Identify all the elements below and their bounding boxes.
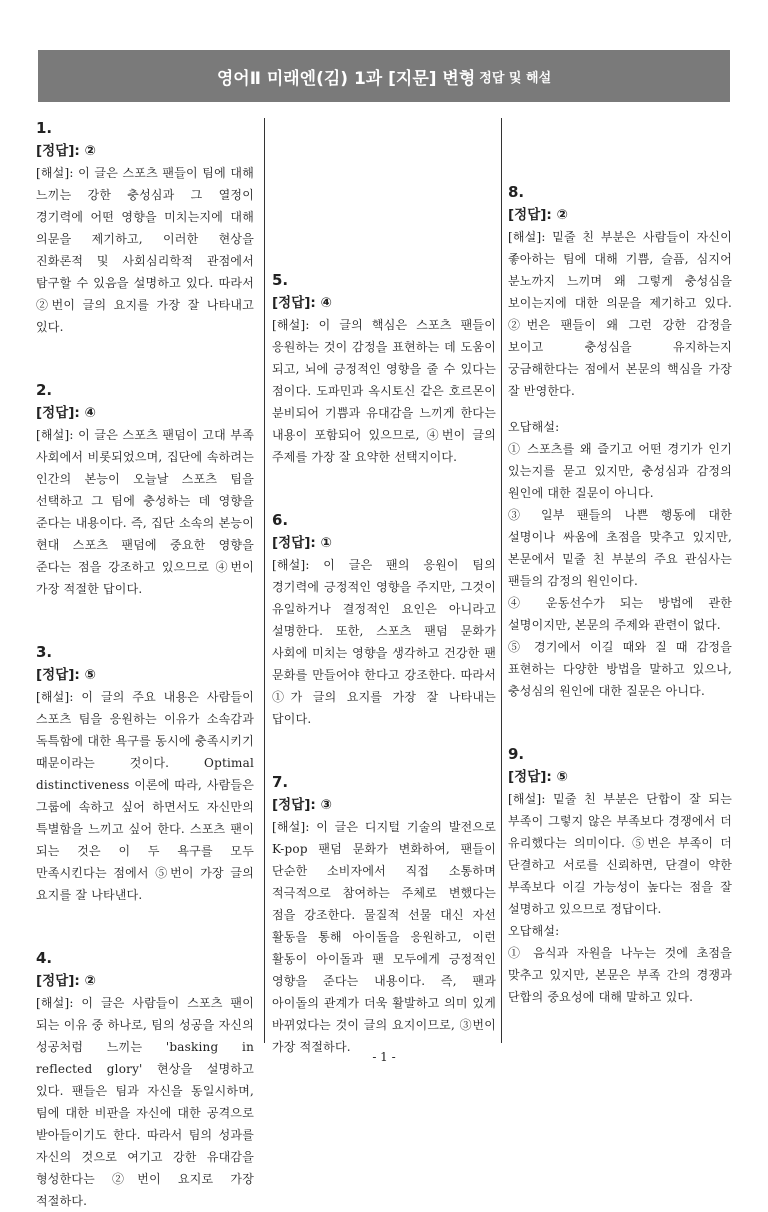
answer-label: [정답]: ⑤: [508, 769, 568, 785]
column-divider: [501, 118, 502, 1043]
answer-label: [정답]: ③: [272, 797, 332, 813]
question-number: 5.: [272, 271, 289, 289]
explanation-text: [해설]: 밑줄 친 부분은 단합이 잘 되는 부족이 그렇지 않은 부족보다 경쟁에서 더 유리했다는 의미이다. ⑤번은 부족이 더 단결하고 서로를 신뢰하면, 단결이 약한 부족보다 이길 가능성이 높다는 점을 잘 설명하고 있으므로 정답이다.: [508, 792, 732, 916]
column-divider: [264, 118, 265, 1043]
question-3: [36, 642, 254, 906]
answer-label: [정답]: ②: [36, 143, 96, 159]
explanation-text: [해설]: 이 글은 스포츠 팬들이 팀에 대해 느끼는 강한 충성심과 그 열정이 경기력에 어떤 영향을 미치는지에 대해 의문을 제기하고, 이러한 현상을 진화론적 및 사회심리학적 관점에서 탐구할 수 있음을 설명하고 있다. 따라서 ②번이 글의 요지를 가장 잘 나타내고 있다.: [36, 166, 254, 334]
column-2: [272, 118, 496, 1058]
question-number: 3.: [36, 643, 53, 661]
wrong-answer-title: 오답해설:: [508, 420, 560, 434]
column-1: [36, 118, 254, 1212]
question-9: [508, 744, 732, 1008]
page-header: [38, 50, 730, 102]
answer-label: [정답]: ④: [272, 295, 332, 311]
explanation-text: [해설]: 이 글은 디지털 기술의 발전으로 K-pop 팬덤 문화가 변화하여, 팬들이 단순한 소비자에서 직접 소통하며 적극적으로 참여하는 주체로 변했다는 점을 강조한다. 물질적 선물 대신 자선 활동을 통해 아이돌을 응원하고, 이런 활동이 아이돌과 팬 모두에게 긍정적인 영향을 준다는 내용이다. 즉, 팬과 아이돌의 관계가 더욱 활발하고 의미 있게 바뀌었다는 것이 글의 요지이므로, ③번이 가장 적절하다.: [272, 820, 496, 1054]
explanation-text: [해설]: 밑줄 친 부분은 사람들이 자신이 좋아하는 팀에 대해 기쁨, 슬픔, 심지어 분노까지 느끼며 왜 그렇게 충성심을 보이는지에 대한 의문을 제기하고 있다. ②번은 팬들이 왜 그런 강한 감정을 보이고 충성심을 유지하는지 궁금해한다는 점에서 본문의 핵심을 가장 잘 반영한다.: [508, 230, 732, 398]
question-number: 2.: [36, 381, 53, 399]
question-1: [36, 118, 254, 338]
question-number: 4.: [36, 949, 53, 967]
explanation-text: [해설]: 이 글의 핵심은 스포츠 팬들이 응원하는 것이 감정을 표현하는 데 도움이 되고, 뇌에 긍정적인 영향을 줄 수 있다는 점이다. 도파민과 옥시토신 같은 호르몬이 분비되어 기쁨과 유대감을 느끼게 한다는 내용이 포함되어 있으므로, ④번이 글의 주제를 가장 잘 요약한 선택지이다.: [272, 318, 496, 464]
question-number: 6.: [272, 511, 289, 529]
question-4: [36, 948, 254, 1212]
wrong-answer-item: ① 스포츠를 왜 즐기고 어떤 경기가 인기 있는지를 묻고 있지만, 충성심과 감정의 원인에 대한 질문이 아니다.: [508, 442, 732, 500]
explanation-text: [해설]: 이 글은 사람들이 스포츠 팬이 되는 이유 중 하나로, 팀의 성공을 자신의 성공처럼 느끼는 'basking in reflected glory' 현상을 설명하고 있다. 팬들은 팀과 자신을 동일시하며, 팀에 대한 비판을 자신에 대한 공격으로 받아들이기도 한다. 따라서 팀의 성과를 자신의 것으로 여기고 강한 유대감을 형성한다는 ②번이 요지로 가장 적절하다.: [36, 996, 254, 1208]
answer-label: [정답]: ②: [36, 973, 96, 989]
column-3: [508, 118, 732, 1008]
wrong-answer-item: ⑤ 경기에서 이길 때와 질 때 감정을 표현하는 다양한 방법을 말하고 있으나, 충성심의 원인에 대한 질문은 아니다.: [508, 640, 732, 698]
question-number: 7.: [272, 773, 289, 791]
page-subtitle: 정답 및 해설: [479, 70, 552, 86]
question-6: [272, 510, 496, 730]
question-5: [272, 270, 496, 468]
wrong-answer-item: ③ 일부 팬들의 나쁜 행동에 대한 설명이나 싸움에 초점을 맞추고 있지만, 본문에서 밑줄 친 부분의 주요 관심사는 팬들의 감정의 원인이다.: [508, 508, 732, 588]
answer-label: [정답]: ⑤: [36, 667, 96, 683]
page-number: - 1 -: [372, 1050, 396, 1064]
explanation-text: [해설]: 이 글은 팬의 응원이 팀의 경기력에 긍정적인 영향을 주지만, 그것이 유일하거나 결정적인 요인은 아니라고 설명한다. 또한, 스포츠 팬덤 문화가 사회에 미치는 영향을 생각하고 건강한 팬 문화를 만들어야 한다고 강조한다. 따라서 ①가 글의 요지를 가장 잘 나타내는 답이다.: [272, 558, 496, 726]
page-title: 영어Ⅱ 미래엔(김) 1과 [지문] 변형: [216, 68, 476, 89]
wrong-answer-title: 오답해설:: [508, 924, 560, 938]
question-8: [508, 182, 732, 702]
answer-label: [정답]: ②: [508, 207, 568, 223]
answer-label: [정답]: ①: [272, 535, 332, 551]
explanation-text: [해설]: 이 글의 주요 내용은 사람들이 스포츠 팀을 응원하는 이유가 소속감과 독특함에 대한 욕구를 동시에 충족시키기 때문이라는 것이다. Optimal distinctiveness 이론에 따라, 사람들은 그룹에 속하고 싶어 하면서도 자신만의 특별함을 느끼고 싶어 한다. 스포츠 팬이 되는 것은 이 두 욕구를 모두 만족시킨다는 점에서 ⑤번이 가장 글의 요지를 잘 나타낸다.: [36, 690, 254, 902]
question-number: 1.: [36, 119, 53, 137]
question-7: [272, 772, 496, 1058]
question-2: [36, 380, 254, 600]
explanation-text: [해설]: 이 글은 스포츠 팬덤이 고대 부족 사회에서 비롯되었으며, 집단에 속하려는 인간의 본능이 오늘날 스포츠 팀을 선택하고 그 팀에 충성하는 데 영향을 준다는 내용이다. 즉, 집단 소속의 본능이 현대 스포츠 팬덤에 중요한 영향을 준다는 점을 강조하고 있으므로 ④번이 가장 적절한 답이다.: [36, 428, 254, 596]
answer-label: [정답]: ④: [36, 405, 96, 421]
question-number: 9.: [508, 745, 525, 763]
wrong-answer-item: ④ 운동선수가 되는 방법에 관한 설명이지만, 본문의 주제와 관련이 없다.: [508, 596, 732, 632]
question-number: 8.: [508, 183, 525, 201]
wrong-answer-item: ① 음식과 자원을 나누는 것에 초점을 맞추고 있지만, 본문은 부족 간의 경쟁과 단합의 중요성에 대해 말하고 있다.: [508, 946, 732, 1004]
